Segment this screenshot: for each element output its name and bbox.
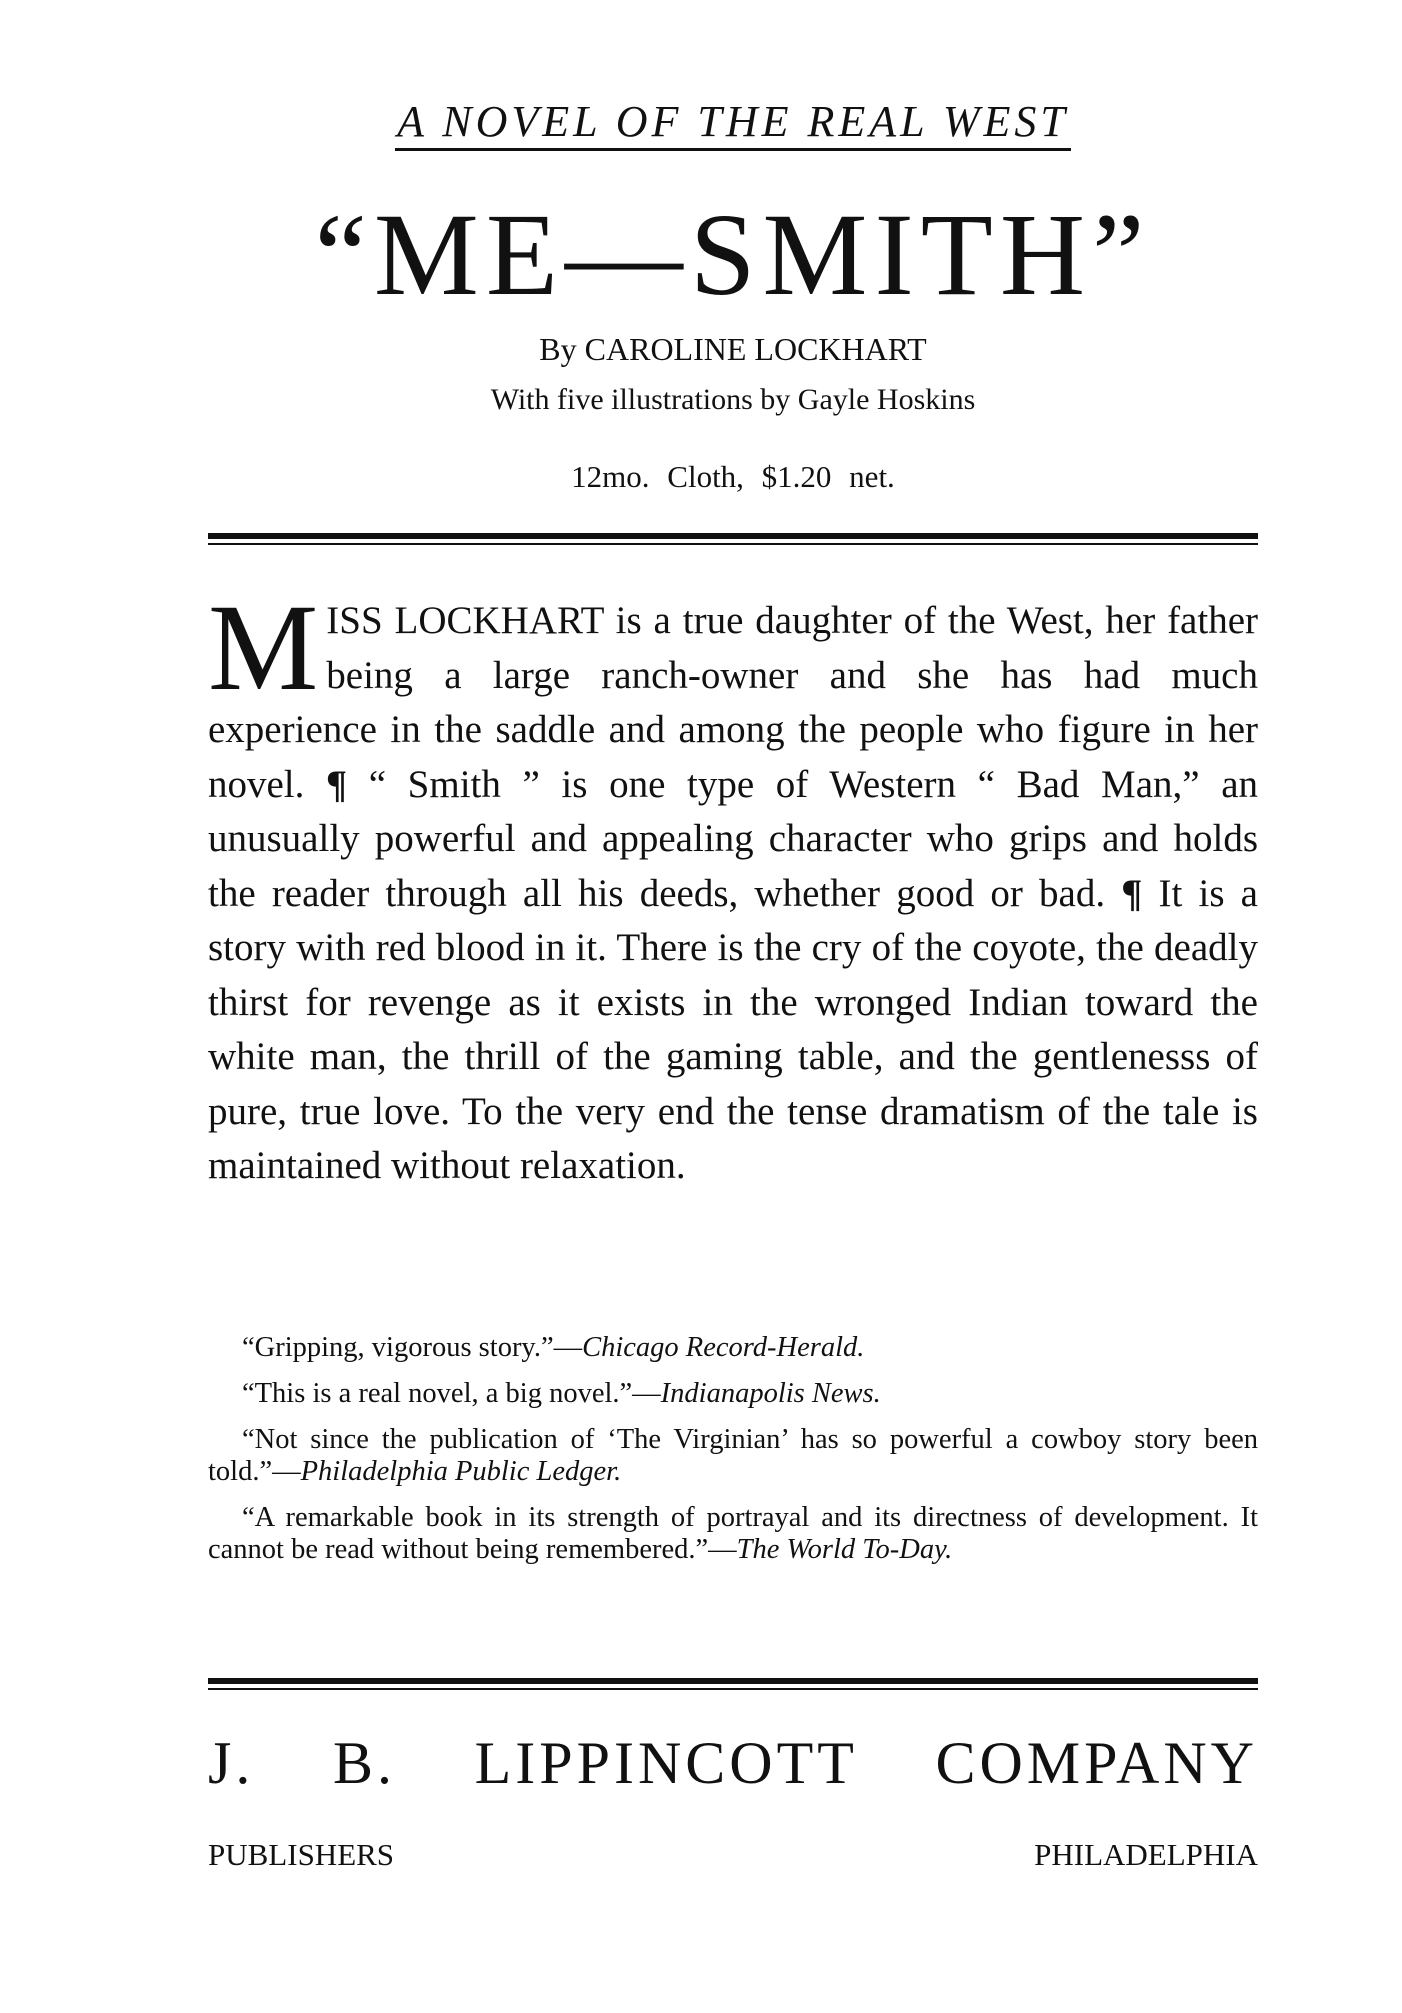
review-text: “Not since the publication of ‘The Virginian’ has so powerful a cowboy story been told.”— bbox=[208, 1424, 1258, 1487]
review-text: “A remarkable book in its strength of portrayal and its directness of development. It cannot be read without being remembered.”— bbox=[208, 1502, 1258, 1565]
review-source: Chicago Record-Herald. bbox=[582, 1332, 865, 1363]
divider-rule-bottom bbox=[208, 1678, 1258, 1690]
review-text: “Gripping, vigorous story.”— bbox=[242, 1332, 583, 1363]
review-quote bbox=[208, 1502, 1258, 1566]
review-quote bbox=[208, 1332, 1258, 1364]
publisher-city: PHILADELPHIA bbox=[1034, 1837, 1258, 1872]
pilcrow-icon: ¶ bbox=[326, 762, 348, 806]
description-segment-2: “ Smith ” is one type of Western “ Bad Man,” an unusually powerful and appealing character who grips and holds the reader through all his deeds, whether good or bad. bbox=[208, 762, 1259, 915]
author-byline: By CAROLINE LOCKHART bbox=[539, 331, 927, 367]
review-quotes bbox=[208, 1332, 1258, 1580]
review-quote bbox=[208, 1378, 1258, 1410]
drop-cap: M bbox=[208, 579, 319, 716]
divider-rule-top bbox=[208, 533, 1258, 545]
description-segment-1: ISS LOCKHART is a true daughter of the West, her father being a large ranch-owner and she has had much experience in the saddle and among the people who figure in her novel. bbox=[208, 599, 1258, 806]
pilcrow-icon: ¶ bbox=[1121, 871, 1143, 915]
kicker-text: A NOVEL OF THE REAL WEST bbox=[395, 98, 1071, 151]
description-paragraph bbox=[208, 579, 1259, 1194]
format-and-price: 12mo. Cloth, $1.20 net. bbox=[571, 459, 895, 494]
book-title: “ME—SMITH” bbox=[314, 189, 1152, 320]
advertisement-page bbox=[208, 0, 1258, 2013]
illustrations-credit: With five illustrations by Gayle Hoskins bbox=[490, 383, 976, 416]
review-quote bbox=[208, 1424, 1258, 1488]
description-segment-3: It is a story with red blood in it. There is the cry of the coyote, the deadly thirst for revenge as it exists in the wronged Indian toward the white man, the thrill of the gaming table, and the gentlenesss of pure, true love. To the very end the tense dramatism of the tale is maintained without relaxation. bbox=[208, 871, 1258, 1187]
kicker-heading bbox=[208, 98, 1258, 151]
publisher-name: J. B. LIPPINCOTT COMPANY bbox=[208, 1730, 1258, 1796]
review-source: Indianapolis News. bbox=[660, 1378, 881, 1409]
review-text: “This is a real novel, a big novel.”— bbox=[242, 1378, 661, 1409]
review-source: Philadelphia Public Ledger. bbox=[300, 1456, 622, 1487]
review-source: The World To-Day. bbox=[736, 1534, 953, 1565]
publishers-label: PUBLISHERS bbox=[208, 1837, 395, 1872]
